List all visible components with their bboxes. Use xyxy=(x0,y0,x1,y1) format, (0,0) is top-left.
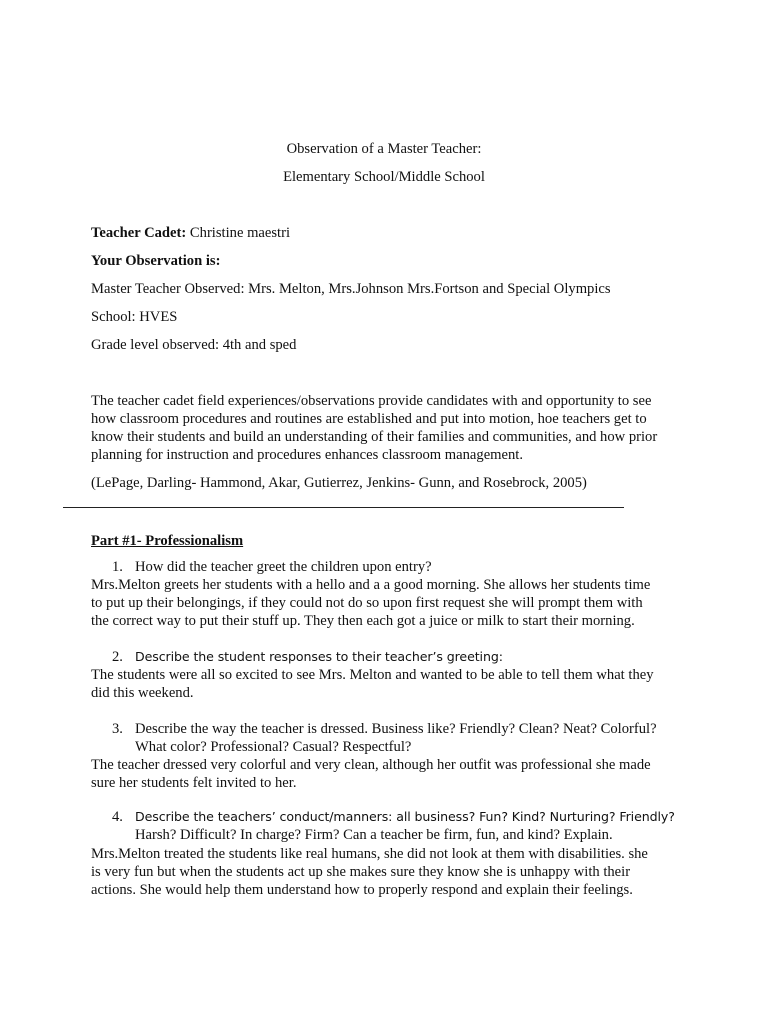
question-number: 4. xyxy=(112,809,123,825)
question-number: 2. xyxy=(112,649,123,665)
horizontal-divider xyxy=(63,507,624,508)
answer-line: sure her students felt invited to her. xyxy=(91,775,297,791)
answer-line: Mrs.Melton treated the students like real humans, she did not look at them with disabilities. she xyxy=(91,846,648,862)
answer-line: to put up their belongings, if they could not do so upon first request she will prompt them with xyxy=(91,595,643,611)
question-text: Describe the way the teacher is dressed. Business like? Friendly? Clean? Neat? Colorful? xyxy=(135,721,657,737)
intro-line: know their students and build an understanding of their families and communities, and how prior xyxy=(91,429,658,445)
question-text: What color? Professional? Casual? Respectful? xyxy=(135,739,412,755)
answer-line: is very fun but when the students act up she makes sure they know she is unhappy with their xyxy=(91,864,631,880)
document-subtitle: Elementary School/Middle School xyxy=(283,169,485,185)
observation-label: Your Observation is: xyxy=(91,253,221,269)
document-title: Observation of a Master Teacher: xyxy=(286,141,482,157)
question-number: 3. xyxy=(112,721,123,737)
teacher-cadet-line xyxy=(91,224,691,242)
master-teacher-line: Master Teacher Observed: Mrs. Melton, Mrs.Johnson Mrs.Fortson and Special Olympics xyxy=(91,281,611,297)
answer-2 xyxy=(91,666,691,702)
question-3 xyxy=(91,720,691,756)
answer-line: Mrs.Melton greets her students with a hello and a a good morning. She allows her students time xyxy=(91,577,651,593)
question-4 xyxy=(91,808,691,844)
answer-line: The teacher dressed very colorful and very clean, although her outfit was professional she made xyxy=(91,757,651,773)
intro-line: how classroom procedures and routines are established and put into motion, hoe teachers get to xyxy=(91,411,647,427)
question-text: Describe the student responses to their teacher’s greeting: xyxy=(135,649,503,664)
teacher-cadet-value: Christine maestri xyxy=(186,225,291,241)
part1-heading: Part #1- Professionalism xyxy=(91,533,244,549)
answer-line: did this weekend. xyxy=(91,685,194,701)
school-line: School: HVES xyxy=(91,309,178,325)
question-text: Harsh? Difficult? In charge? Firm? Can a teacher be firm, fun, and kind? Explain. xyxy=(135,827,613,843)
answer-4 xyxy=(91,845,691,899)
teacher-cadet-label: Teacher Cadet: xyxy=(91,225,187,241)
question-2 xyxy=(91,648,691,666)
intro-line: planning for instruction and procedures enhances classroom management. xyxy=(91,447,523,463)
answer-line: The students were all so excited to see Mrs. Melton and wanted to be able to tell them what they xyxy=(91,667,654,683)
citation: (LePage, Darling- Hammond, Akar, Gutierrez, Jenkins- Gunn, and Rosebrock, 2005) xyxy=(91,475,587,491)
question-1 xyxy=(91,558,691,576)
answer-line: actions. She would help them understand how to properly respond and explain their feelings. xyxy=(91,882,633,898)
answer-1 xyxy=(91,576,691,630)
intro-line: The teacher cadet field experiences/observations provide candidates with and opportunity to see xyxy=(91,393,652,409)
intro-paragraph xyxy=(91,392,691,464)
answer-3 xyxy=(91,756,691,792)
question-number: 1. xyxy=(112,559,123,575)
answer-line: the correct way to put their stuff up. They then each got a juice or milk to start their morning. xyxy=(91,613,635,629)
question-text: Describe the teachers’ conduct/manners: all business? Fun? Kind? Nurturing? Friendly? xyxy=(135,809,675,824)
grade-level-line: Grade level observed: 4th and sped xyxy=(91,337,297,353)
question-text: How did the teacher greet the children upon entry? xyxy=(135,559,432,575)
